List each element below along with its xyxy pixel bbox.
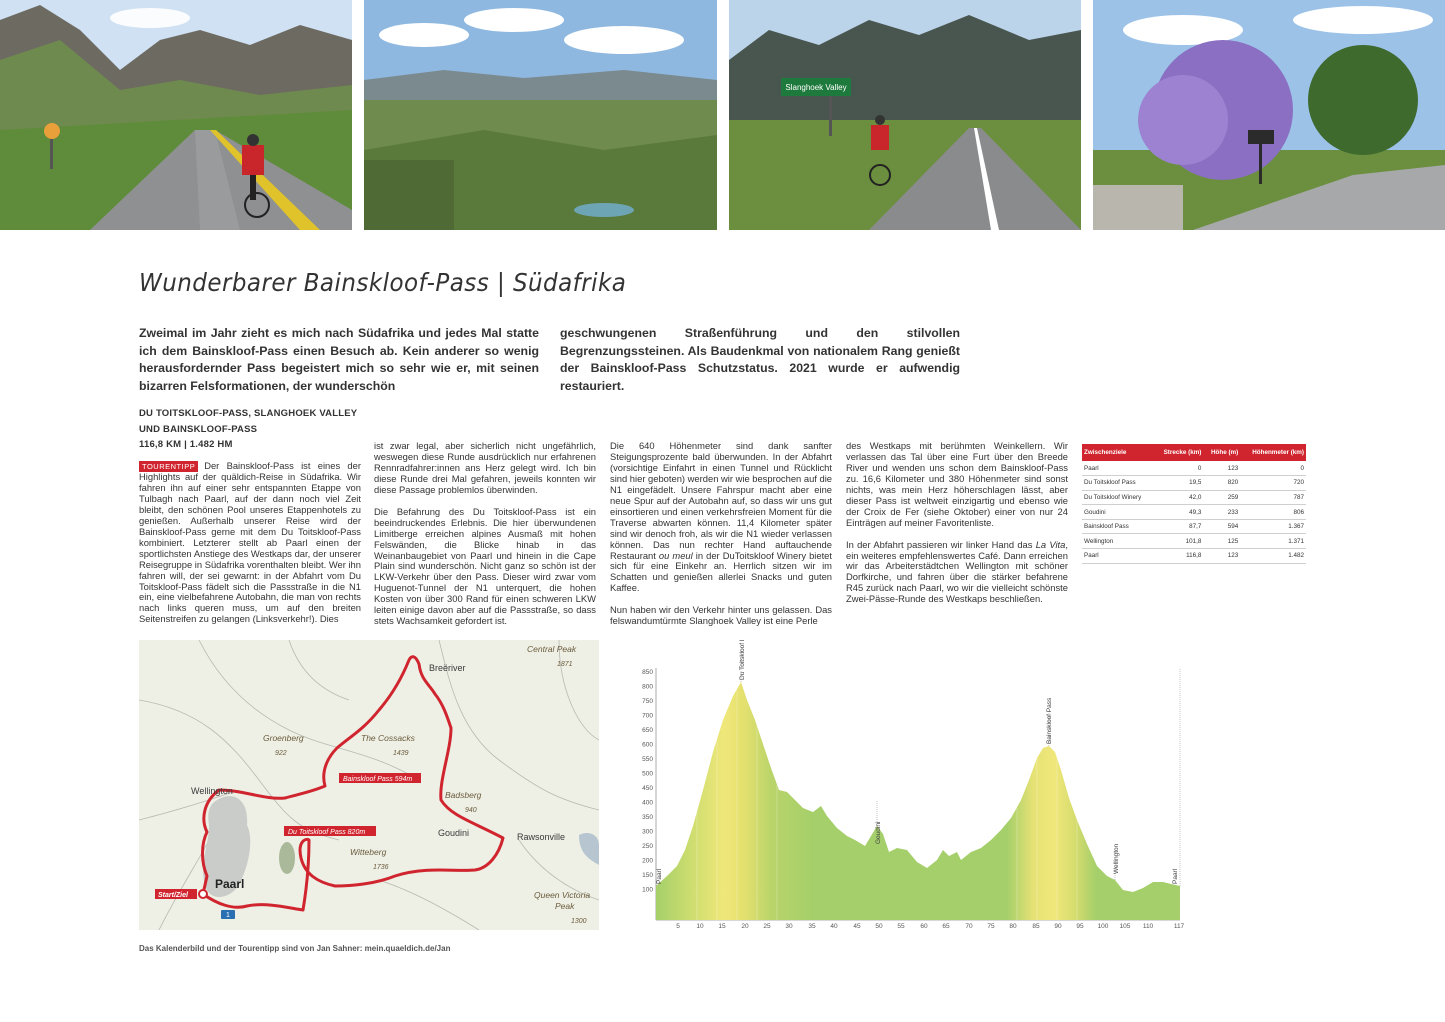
- x-tick: 80: [1009, 923, 1017, 930]
- table-cell: 259: [1203, 490, 1240, 505]
- table-cell: Du Toitskloof Winery: [1082, 490, 1154, 505]
- table-cell: 787: [1240, 490, 1306, 505]
- table-row: [1082, 519, 1306, 534]
- body-col-3-text-a: Die 640 Höhenmeter sind dank sanfter Steigungsprozente bald überwunden. In der Abfahrt (vorsichtige Einfahrt in einen Tunnel und Rücklicht sind hier geboten) werden wir wie besprochen auf die N1 eingefädelt. Unsere Fahrspur macht aber eine neue Spur auf der Autobahn auf, so dass wir uns gut einsortieren und einen verkehrsfreien Moment für die Traverse abwarten können. 11,4 Kilometer später sind wir denoch froh, als wir die N1 wieder verlassen können. Das nun rechter Hand auftauchende Restaurant: [610, 440, 833, 561]
- table-cell: 820: [1203, 476, 1240, 491]
- table-cell: Goudini: [1082, 505, 1154, 520]
- y-tick: 700: [642, 712, 653, 720]
- table-cell: 1.367: [1240, 519, 1306, 534]
- x-tick: 100: [1097, 923, 1109, 930]
- table-cell: 123: [1203, 549, 1240, 564]
- place-queen-victoria-peak: Peak: [555, 901, 575, 911]
- table-cell: 49,3: [1154, 505, 1203, 520]
- body-col-4-para-1: des Westkaps mit berühmten Weinkellern. Wir verlassen das Tal über eine Furt über den Breede River und wenden uns schon dem Bainskloof-Pass zu. 16,6 Kilometer und 380 Höhenmeter sind sonst nichts, was mein Herz höherschlagen lässt, aber dieser Pass ist weltweit einzigartig und ebenso wie der Croix de Fer (siehe Oktober) einer von nur 24 Einträgen auf meiner Favoritenliste.: [846, 440, 1068, 528]
- place-groenberg: Groenberg: [263, 733, 304, 743]
- place-badsberg-height: 940: [465, 807, 477, 814]
- x-tick: 90: [1054, 923, 1062, 930]
- y-tick: 350: [642, 814, 653, 821]
- x-tick: 117: [1173, 923, 1185, 930]
- x-tick: 50: [875, 923, 883, 930]
- marker-paarl-start: Paarl: [656, 868, 663, 884]
- y-tick: 450: [642, 785, 653, 792]
- x-tick: 110: [1142, 923, 1154, 930]
- x-tick: 25: [763, 923, 771, 930]
- table-row: [1082, 490, 1306, 505]
- photo-jacaranda-road: [1093, 0, 1445, 230]
- n1-label: 1: [226, 912, 230, 919]
- table-cell: 1.371: [1240, 534, 1306, 549]
- x-tick: 75: [987, 923, 995, 930]
- label-bainskloof: Bainskloof Pass 594m: [343, 776, 413, 783]
- x-tick: 15: [718, 923, 726, 930]
- marker-du-toitskloof: Du Toitskloof Pass: [739, 640, 746, 680]
- x-tick: 35: [808, 923, 816, 930]
- table-cell: 116,8: [1154, 549, 1203, 564]
- x-tick: 60: [920, 923, 928, 930]
- place-groenberg-height: 922: [275, 750, 287, 757]
- y-tick: 800: [642, 683, 653, 691]
- label-start: Start/Ziel: [158, 892, 188, 899]
- map-park: [279, 842, 295, 874]
- body-col-3-text-b: in der DuToitskloof Winery bietet sich für eine Einkehr an. Herrlich sitzen wir im Schatten und genießen allerlei Snacks und guten Kaffee.: [610, 549, 833, 594]
- photo-slanghoek-valley: [729, 0, 1081, 230]
- x-tick: 5: [676, 923, 680, 930]
- table-cell: Wellington: [1082, 534, 1154, 549]
- x-tick: 20: [741, 923, 749, 930]
- y-tick: 100: [642, 886, 653, 894]
- table-row: [1082, 549, 1306, 564]
- table-row: [1082, 476, 1306, 491]
- x-tick: 85: [1032, 923, 1040, 930]
- place-cossacks-height: 1439: [393, 750, 409, 757]
- table-header: Höhenmeter (km): [1240, 444, 1306, 461]
- table-cell: Bainskloof Pass: [1082, 519, 1154, 534]
- place-queen-victoria-height: 1300: [571, 918, 587, 925]
- x-tick: 55: [897, 923, 905, 930]
- table-header: Höhe (m): [1203, 444, 1240, 461]
- y-tick: 550: [642, 756, 653, 763]
- cafe-name: La Vita: [1035, 538, 1066, 550]
- y-tick: 500: [642, 770, 653, 778]
- body-col-1-text: Der Bainskloof-Pass ist eines der Highlights auf der quäldich-Reise in Südafrika. Wir fahren ihn auf einer sehr entspannten Etappe von Tulbagh nach Paarl, auf der dann noch viel Zeit bleibt, den schönen Pool unseres Etappenhotels zu genießen. Außerhalb unserer Reise wird der Bainskloof-Pass gerne mit dem Du Toitskloof-Pass kombiniert. Letzterer stellt ab Paarl einen der sportlichsten Anstiege des Westkaps dar, der unserer Reisegruppe in Südafrika vorenthalten bleibt. Wer ihn fahren will, der sei gewarnt: in der Abfahrt vom Du Toitskloof-Pass fädelt sich die Passstraße in die N1 ein, eine vielbefahrene Autobahn, die man von rechts nach links queren muss, um auf den breiten Seitenstreifen zu gelangen (Linksverkehr!). Dies: [139, 460, 361, 625]
- body-col-1: [139, 461, 361, 636]
- place-wellington: Wellington: [191, 786, 233, 796]
- y-tick: 650: [642, 727, 653, 734]
- body-col-2-para-2: Die Befahrung des Du Toitskloof-Pass ist ein beeindruckendes Erlebnis. Die hier überwundenen Limitberge erreichen alpines Ausmaß mit hohen Felswänden, die Blicke hinab in das Weinanbaugebiet von Paarl und hinein in die Cape Plain sind wunderschön. Nicht ganz so schön ist der LKW-Verkehr über den Pass. Dieser wird zwar vom Huguenot-Tunnel der N1 unterquert, die hohen Kosten von über 300 Rand für einen schweren LKW leiten einige davon aber auf die Passstraße, so dass stets Wachsamkeit gefordert ist.: [374, 505, 596, 627]
- label-dutoitskloof: Du Toitskloof Pass 820m: [288, 829, 366, 836]
- table-cell: 123: [1203, 461, 1240, 476]
- table-cell: 806: [1240, 505, 1306, 520]
- body-col-2-para-1: ist zwar legal, aber sicherlich nicht ungefährlich, weswegen diese Runde ausdrücklich nur erfahrenen Rennradfahrer:innen ans Herz gelegt wird. Ich bin diese Runde drei Mal gefahren, jeweils konnten wir diese Passage problemlos überwinden.: [374, 440, 596, 495]
- x-tick: 45: [853, 923, 861, 930]
- photo-valley-view: [364, 0, 717, 230]
- table-cell: 233: [1203, 505, 1240, 520]
- table-cell: 125: [1203, 534, 1240, 549]
- table-cell: 0: [1154, 461, 1203, 476]
- body-col-3-para-1: [610, 441, 832, 594]
- y-tick: 250: [642, 843, 653, 850]
- table-row: [1082, 461, 1306, 476]
- body-col-3: [610, 441, 832, 638]
- place-paarl: Paarl: [215, 877, 245, 891]
- y-tick: 150: [642, 872, 653, 879]
- route-line-3: 116,8 KM | 1.482 HM: [139, 439, 233, 450]
- table-cell: 0: [1240, 461, 1306, 476]
- body-col-4-text-b: , ein weiteres empfehlenswertes Café. Dann erreichen wir das Arbeiterstädtchen Wellington mit schöner Dorfkirche, und fahren über die stärker befahrene R45 zurück nach Paarl, wo wir die vielleicht schönste Zwei-Pässe-Runde des Westkaps beschließen.: [846, 538, 1068, 605]
- table-cell: 720: [1240, 476, 1306, 491]
- svg-text:Slanghoek Valley: Slanghoek Valley: [785, 83, 847, 92]
- place-central-peak-height: 1871: [557, 661, 573, 668]
- body-col-4-para-2: [846, 540, 1068, 606]
- tourentipp-badge: TOURENTIPP: [139, 461, 198, 472]
- route-map: [139, 640, 599, 930]
- table-cell: 101,8: [1154, 534, 1203, 549]
- table-header-row: [1082, 444, 1306, 461]
- table-cell: Paarl: [1082, 461, 1154, 476]
- x-tick: 40: [830, 923, 838, 930]
- body-col-2: [374, 441, 596, 638]
- x-tick: 105: [1119, 923, 1131, 930]
- place-witteberg: Witteberg: [350, 847, 387, 857]
- place-central-peak: Central Peak: [527, 644, 577, 654]
- article-title: Wunderbarer Bainskloof-Pass | Südafrika: [139, 268, 627, 297]
- x-tick: 10: [696, 923, 704, 930]
- place-queen-victoria: Queen Victoria: [534, 890, 591, 900]
- profile-area: [656, 682, 1180, 920]
- body-col-3-para-2: Nun haben wir den Verkehr hinter uns gelassen. Das felswandumtürmte Slanghoek Valley ist eine Perle: [610, 604, 832, 627]
- x-tick: 95: [1076, 923, 1084, 930]
- route-line-1: DU TOITSKLOOF-PASS, SLANGHOEK VALLEY: [139, 408, 358, 419]
- body-col-4-text-a: In der Abfahrt passieren wir linker Hand das: [846, 538, 1036, 550]
- y-tick: 750: [642, 698, 653, 705]
- table-cell: 594: [1203, 519, 1240, 534]
- x-tick: 30: [785, 923, 793, 930]
- place-goudini: Goudini: [438, 828, 470, 838]
- table-row: [1082, 534, 1306, 549]
- x-tick: 65: [942, 923, 950, 930]
- restaurant-name: ou meul: [658, 549, 693, 561]
- marker-bainskloof: Bainskloof Pass: [1046, 697, 1053, 744]
- y-tick: 600: [642, 741, 653, 749]
- y-tick: 400: [642, 799, 653, 807]
- place-cossacks: The Cossacks: [361, 733, 415, 743]
- intro-col-1: Zweimal im Jahr zieht es mich nach Südafrika und jedes Mal statte ich dem Bainskloof-Pass einen Besuch ab. Kein anderer so wenig herausfordernder Pass begeistert mich so sehr wie er, mit seinen bizarren Felsformationen, der wunderschön: [139, 326, 539, 393]
- table-cell: 42,0: [1154, 490, 1203, 505]
- table-cell: 1.482: [1240, 549, 1306, 564]
- x-tick: 70: [965, 923, 973, 930]
- table-cell: Paarl: [1082, 549, 1154, 564]
- table-header: Strecke (km): [1154, 444, 1203, 461]
- photo-cyclist-road: [0, 0, 352, 230]
- place-breeriver: Breëriver: [429, 663, 466, 673]
- place-witteberg-height: 1736: [373, 864, 389, 871]
- waypoints-table: [1082, 444, 1306, 564]
- y-tick: 200: [642, 857, 653, 865]
- photo-credit: Das Kalenderbild und der Tourentipp sind von Jan Sahner: mein.quaeldich.de/Jan: [139, 944, 451, 953]
- body-col-4: [846, 441, 1068, 616]
- marker-paarl-end: Paarl: [1172, 868, 1179, 884]
- marker-goudini: Goudini: [875, 821, 882, 844]
- table-row: [1082, 505, 1306, 520]
- intro-col-2: geschwungenen Straßenführung und den stilvollen Begrenzungssteinen. Als Baudenkmal von nationalem Rang genießt der Bainskloof-Pass Schutzstatus. 2021 wurde er aufwendig restauriert.: [560, 326, 960, 393]
- marker-wellington: Wellington: [1113, 843, 1120, 874]
- place-rawsonville: Rawsonville: [517, 832, 566, 842]
- table-cell: Du Toitskloof Pass: [1082, 476, 1154, 491]
- route-line-2: UND BAINSKLOOF-PASS: [139, 423, 258, 435]
- y-tick: 850: [642, 669, 653, 676]
- elevation-profile: [637, 640, 1190, 940]
- start-marker-icon: [199, 890, 207, 898]
- route-header: [139, 406, 359, 453]
- table-cell: 87,7: [1154, 519, 1203, 534]
- y-tick: 300: [642, 828, 653, 836]
- place-badsberg: Badsberg: [445, 790, 482, 800]
- table-header: Zwischenziele: [1082, 444, 1154, 461]
- table-cell: 19,5: [1154, 476, 1203, 491]
